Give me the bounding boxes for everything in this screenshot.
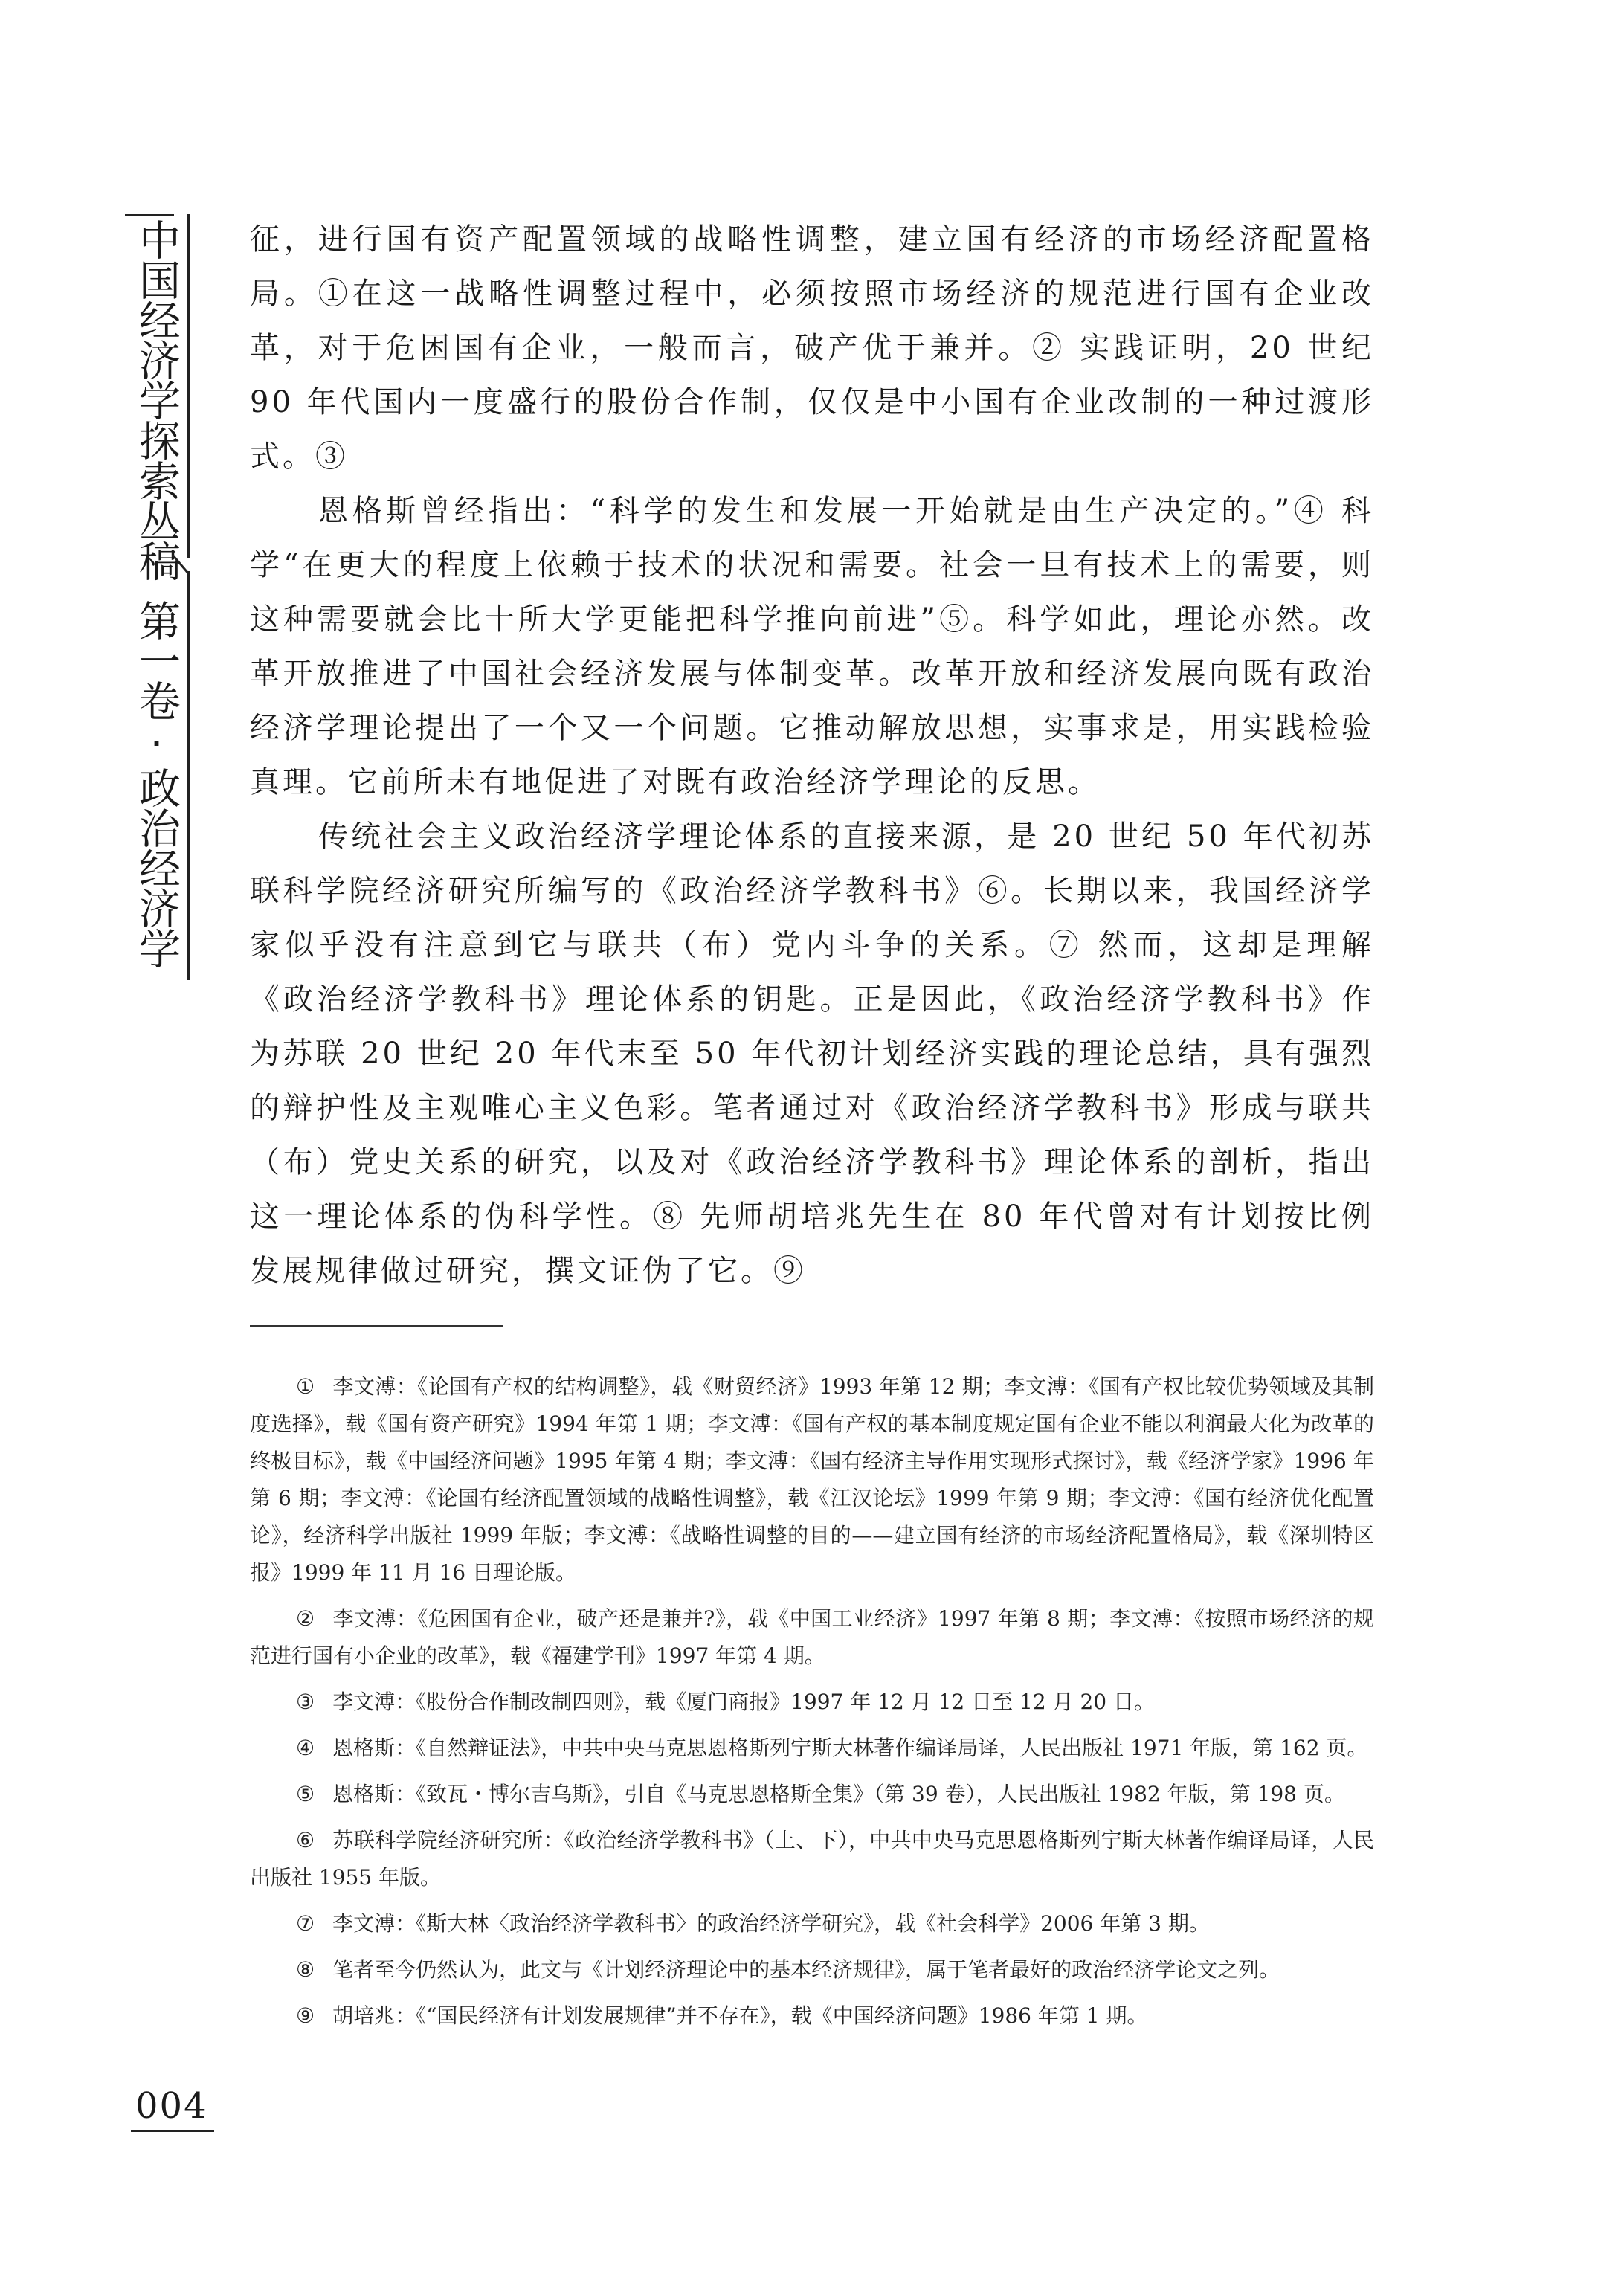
footnote-mark: ① bbox=[296, 1374, 315, 1399]
footnote-mark: ⑧ bbox=[296, 1957, 315, 1982]
footnote bbox=[250, 1905, 1374, 1942]
footnote bbox=[250, 1822, 1374, 1896]
body-paragraph: 征，进行国有资产配置领域的战略性调整，建立国有经济的市场经济配置格局。①在这一战略性调整过程中，必须按照市场经济的规范进行国有企业改革，对于危困国有企业，一般而言，破产优于兼并。② 实践证明，20 世纪 90 年代国内一度盛行的股份合作制，仅仅是中小国有企业改制的一种过渡形式。③ bbox=[250, 222, 1374, 474]
sidebar-top-rule bbox=[125, 214, 174, 216]
footnote-text: 笔者至今仍然认为，此文与《计划经济理论中的基本经济规律》，属于笔者最好的政治经济学论文之列。 bbox=[332, 1957, 1280, 1982]
body-paragraph: 传统社会主义政治经济学理论体系的直接来源，是 20 世纪 50 年代初苏联科学院经济研究所编写的《政治经济学教科书》⑥。长期以来，我国经济学家似乎没有注意到它与联共（布）党内斗争的关系。⑦ 然而，这却是理解《政治经济学教科书》理论体系的钥匙。正是因此，《政治经济学教科书》作为苏联 20 世纪 20 年代末至 50 年代初计划经济实践的理论总结，具有强烈的辩护性及主观唯心主义色彩。笔者通过对《政治经济学教科书》形成与联共（布）党史关系的研究，以及对《政治经济学教科书》理论体系的剖析，指出这一理论体系的伪科学性。⑧ 先师胡培兆先生在 80 年代曾对有计划按比例发展规律做过研究，撰文证伪了它。⑨ bbox=[250, 820, 1374, 1288]
series-title: 中国经济学探索丛稿 bbox=[132, 219, 181, 580]
volume-title: 第一卷·政治经济学 bbox=[132, 599, 181, 967]
footnote-mark: ④ bbox=[296, 1736, 315, 1760]
footnote-text: 胡培兆：《“国民经济有计划发展规律”并不存在》，载《中国经济问题》1986 年第 1 期。 bbox=[332, 2003, 1148, 2028]
footnote-mark: ⑥ bbox=[296, 1828, 315, 1852]
page-number bbox=[135, 2085, 208, 2127]
footnote-text: 恩格斯：《致瓦・博尔吉乌斯》，引自《马克思恩格斯全集》（第 39 卷），人民出版社 1982 年版，第 198 页。 bbox=[332, 1782, 1345, 1806]
footnote-mark: ⑦ bbox=[296, 1911, 315, 1936]
footnote bbox=[250, 1730, 1374, 1767]
footnote-text: 李文溥：《论国有产权的结构调整》，载《财贸经济》1993 年第 12 期；李文溥：《国有产权比较优势领域及其制度选择》，载《国有资产研究》1994 年第 1 期；李文溥：《国有产权的基本制度规定国有企业不能以利润最大化为改革的终极目标》，载《中国经济问题》1995 年第 4 期；李文溥：《国有经济主导作用实现形式探讨》，载《经济学家》1996 年第 6 期；李文溥：《论国有经济配置领域的战略性调整》，载《江汉论坛》1999 年第 9 期；李文溥：《国有经济优化配置论》，经济科学出版社 1999 年版；李文溥：《战略性调整的目的——建立国有经济的市场经济配置格局》，载《深圳特区报》1999 年 11 月 16 日理论版。 bbox=[250, 1374, 1375, 1585]
footnote bbox=[250, 1997, 1374, 2035]
main-text bbox=[250, 213, 1374, 1298]
page-number-underline bbox=[131, 2130, 214, 2132]
footnote-mark: ③ bbox=[296, 1690, 315, 1714]
series-sidebar bbox=[125, 214, 190, 980]
body-paragraph: 恩格斯曾经指出：“科学的发生和发展一开始就是由生产决定的。”④ 科学“在更大的程度上依赖于技术的状况和需要。社会一旦有技术上的需要，则这种需要就会比十所大学更能把科学推向前进”⑤。科学如此，理论亦然。改革开放推进了中国社会经济发展与体制变革。改革开放和经济发展向既有政治经济学理论提出了一个又一个问题。它推动解放思想，实事求是，用实践检验真理。它前所未有地促进了对既有政治经济学理论的反思。 bbox=[250, 494, 1374, 799]
footnote-text: 李文溥：《股份合作制改制四则》，载《厦门商报》1997 年 12 月 12 日至 12 月 20 日。 bbox=[332, 1690, 1155, 1714]
footnote-mark: ⑤ bbox=[296, 1782, 315, 1806]
footnote bbox=[250, 1684, 1374, 1721]
footnote-text: 苏联科学院经济研究所：《政治经济学教科书》（上、下），中共中央马克思恩格斯列宁斯大林著作编译局译，人民出版社 1955 年版。 bbox=[250, 1828, 1374, 1890]
footnote bbox=[250, 1951, 1374, 1989]
footnote bbox=[250, 1776, 1374, 1813]
sidebar-rule-lower bbox=[187, 571, 190, 980]
page-number-text: 004 bbox=[135, 2085, 208, 2127]
footnote-mark: ② bbox=[296, 1606, 315, 1631]
footnote-text: 恩格斯：《自然辩证法》，中共中央马克思恩格斯列宁斯大林著作编译局译，人民出版社 1971 年版，第 162 页。 bbox=[332, 1736, 1368, 1760]
footnote-text: 李文溥：《斯大林〈政治经济学教科书〉的政治经济学研究》，载《社会科学》2006 年第 3 期。 bbox=[332, 1911, 1210, 1936]
footnote-text: 李文溥：《危困国有企业，破产还是兼并?》，载《中国工业经济》1997 年第 8 期；李文溥：《按照市场经济的规范进行国有小企业的改革》，载《福建学刊》1997 年第 4 期。 bbox=[250, 1606, 1374, 1668]
footnote-separator bbox=[250, 1325, 503, 1327]
footnote-mark: ⑨ bbox=[296, 2003, 315, 2028]
sidebar-rule-upper bbox=[187, 214, 190, 558]
footnote bbox=[250, 1600, 1374, 1675]
footnote bbox=[250, 1368, 1374, 1591]
footnotes bbox=[250, 1368, 1374, 2044]
